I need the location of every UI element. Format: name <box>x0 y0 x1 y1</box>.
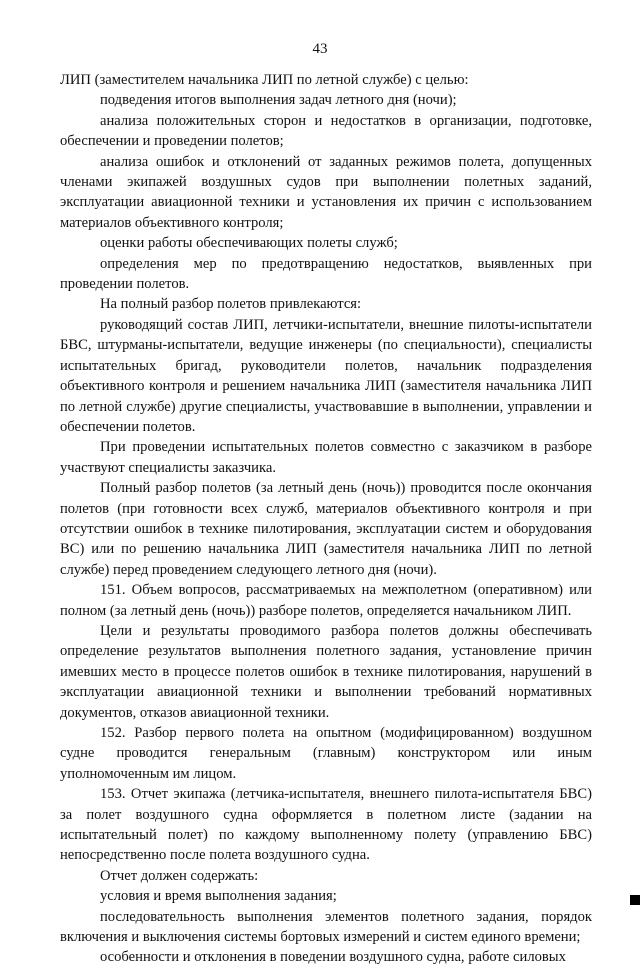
paragraph-task-sequence: последовательность выполнения элементов полетного задания, порядок включения и выключения системы бортовых измерений и систем единого времени; <box>60 908 592 946</box>
paragraph-full-debrief-timing: Полный разбор полетов (за летный день (ночь)) проводится после окончания полетов (при готовности всех служб, материалов объективного контроля и при отсутствии ошибок в технике пилотирования, эксплуатации систем и оборудования ВС) или по решению начальника ЛИП (заместителя начальника ЛИП по летной службе) перед проведением следующего летного дня (ночи). <box>60 480 592 578</box>
scan-corner-mark <box>630 895 640 905</box>
paragraph-customer-specialists: При проведении испытательных полетов совместно с заказчиком в разборе участвуют специалисты заказчика. <box>60 439 592 476</box>
paragraph-debrief-goals: Цели и результаты проводимого разбора полетов должны обеспечивать определение результатов выполнения полетного задания, установление причин имевших место в процессе полетов ошибок в технике пилотирования, нарушений в эксплуатации авиационной техники и выполнении требований нормативных документов, отказов авиационной техники. <box>60 622 592 721</box>
paragraph-summary-results: подведения итогов выполнения задач летного дня (ночи); <box>100 92 457 109</box>
paragraph-aircraft-behavior: особенности и отклонения в поведении воздушного судна, работе силовых <box>100 949 566 966</box>
page-number: 43 <box>312 41 328 57</box>
paragraph-service-evaluation: оценки работы обеспечивающих полеты служб; <box>100 235 398 252</box>
paragraph-analysis-positive: анализа положительных сторон и недостатков в организации, подготовке, обеспечении и проведении полетов; <box>60 112 592 150</box>
paragraph-153: 153. Отчет экипажа (летчика-испытателя, внешнего пилота-испытателя БВС) за полет воздушного судна оформляется в полетном листе (задании на испытательный полет) по каждому выполненному полету (управлению БВС) непосредственно после полета воздушного судна. <box>60 786 592 864</box>
paragraph-prevention-measures: определения мер по предотвращению недостатков, выявленных при проведении полетов. <box>60 255 592 293</box>
paragraph-analysis-errors: анализа ошибок и отклонений от заданных режимов полета, допущенных членами экипажей воздушных судов при выполнении полетных заданий, эксплуатации авиационной техники и установления их причин с использованием материалов объективного контроля; <box>60 153 592 231</box>
paragraph-152: 152. Разбор первого полета на опытном (модифицированном) воздушном судне проводится генеральным (главным) конструктором или иным уполномоченным им лицом. <box>60 725 592 782</box>
paragraph-full-debrief-intro: На полный разбор полетов привлекаются: <box>100 296 362 313</box>
paragraph-task-conditions: условия и время выполнения задания; <box>100 888 337 905</box>
paragraph-151: 151. Объем вопросов, рассматриваемых на межполетном (оперативном) или полном (за летный день (ночь)) разборе полетов, определяется начальником ЛИП. <box>60 582 592 619</box>
paragraph-report-contents: Отчет должен содержать: <box>100 867 259 884</box>
paragraph-participants: руководящий состав ЛИП, летчики-испытатели, внешние пилоты-испытатели БВС, штурманы-испытатели, ведущие инженеры (по специальности), специалисты испытательных бригад, руководители полетов, начальник подразделения объективного контроля и решением начальника ЛИП (заместителя начальника ЛИП по летной службе) другие специалисты, участвовавшие в выполнении, управлении и обеспечении полетов. <box>60 316 592 435</box>
document-body <box>60 70 592 968</box>
paragraph-lip-purpose: ЛИП (заместителем начальника ЛИП по летной службе) с целью: <box>60 72 469 88</box>
